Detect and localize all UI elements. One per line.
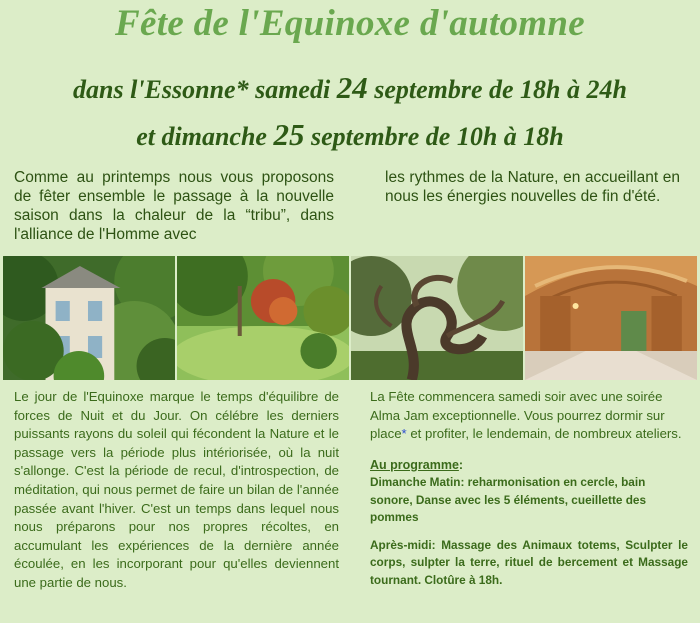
event-details xyxy=(370,388,688,589)
tree-photo xyxy=(351,256,523,380)
date-line-sunday-suffix: septembre de 10h à 18h xyxy=(310,122,564,151)
asterisk-marker: * xyxy=(401,426,407,442)
event-intro xyxy=(370,388,688,444)
date-line-saturday-prefix: dans l'Essonne* samedi xyxy=(73,75,331,104)
intro-text-left: Comme au printemps nous vous proposons de fêter ensemble le passage à la nouvelle saison dans la chaleur de la “tribu”, dans l'alliance de l'Homme avec xyxy=(14,169,334,243)
wooden-hall-photo xyxy=(525,256,697,380)
program-heading xyxy=(370,456,688,475)
photo-strip xyxy=(3,256,697,380)
garden-photo xyxy=(177,256,349,380)
date-line-sunday-prefix: et dimanche xyxy=(136,122,267,151)
program-heading-text: Au programme xyxy=(370,457,459,472)
date-saturday-day: 24 xyxy=(336,70,368,105)
date-line-saturday-suffix: septembre de 18h à 24h xyxy=(374,75,627,104)
event-intro-before: La Fête commencera samedi soir avec une soirée Alma Jam exceptionnelle. Vous pourrez dormir sur place xyxy=(370,389,665,442)
program-afternoon: Après-midi: Massage des Animaux totems, Sculpter le corps, sulpter la terre, rituel de bercement et Massage tournant. Clotûre à 18h. xyxy=(370,537,688,587)
date-line-sunday xyxy=(0,117,700,153)
program-heading-colon: : xyxy=(458,457,464,472)
program-morning: Dimanche Matin: reharmonisation en cercle, bain sonore, Danse avec les 5 éléments, cueillette des pommes xyxy=(370,475,647,525)
event-intro-after: et profiter, le lendemain, de nombreux ateliers. xyxy=(406,426,682,442)
date-sunday-day: 25 xyxy=(273,117,305,152)
equinox-description: Le jour de l'Equinoxe marque le temps d'équilibre de forces de Nuit et du Jour. On célébre les derniers puissants rayons du soleil qui fécondent la Nature et le passage vers la période plus intériorisée, où la nuit s'allonge. C'est la période de recul, d'introspection, de méditation, qui nous permet de faire un bilan de l'année passée avant l'hiver. C'est un temps dans lequel nous nous préparons pour nos propres récoltes, en accumulant les expériences de la dernière année écoulée, en les incorporant pour qu'elles deviennent une partie de nous. xyxy=(14,389,339,590)
intro-text-right: les rythmes de la Nature, en accueillant en nous les énergies nouvelles de fin d'été. xyxy=(385,169,680,205)
page-title: Fête de l'Equinoxe d'automne xyxy=(115,3,585,44)
date-line-saturday xyxy=(0,70,700,106)
house-photo xyxy=(3,256,175,380)
